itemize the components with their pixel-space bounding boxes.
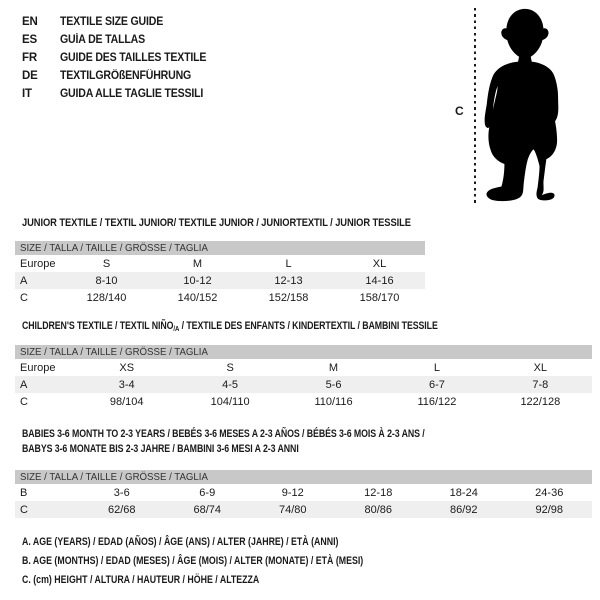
- height-cell: 158/170: [359, 291, 400, 304]
- legend-line-a: A. AGE (YEARS) / EDAD (AÑOS) / ÂGE (ANS) / ALTER (JAHRE) / ETÀ (ANNI): [22, 536, 339, 548]
- size-cell: L: [285, 257, 292, 270]
- language-row-de: [22, 67, 219, 85]
- row-label: C: [20, 503, 28, 516]
- age-cell: 3-6: [113, 486, 130, 499]
- height-cell: 80/86: [364, 503, 393, 516]
- legend-line-c: C. (cm) HEIGHT / ALTURA / HAUTEUR / HÖHE / ALTEZZA: [22, 574, 260, 586]
- row-label: B: [20, 486, 28, 499]
- age-cell: 8-10: [95, 274, 118, 287]
- table-row-age: [15, 272, 425, 289]
- age-cell: 3-4: [118, 378, 135, 391]
- table-row-height: [15, 393, 592, 410]
- language-row-fr: [22, 49, 219, 67]
- age-cell: 5-6: [325, 378, 342, 391]
- babies-title-line1: BABIES 3-6 MONTH TO 2-3 YEARS / BEBÉS 3-6 MESES A 2-3 AÑOS / BÉBÉS 3-6 MOIS À 2-3 ANS /: [22, 428, 425, 440]
- language-title-list: [22, 13, 219, 103]
- height-cell: 152/158: [268, 291, 309, 304]
- age-cell: 4-5: [222, 378, 239, 391]
- language-row-es: [22, 31, 219, 49]
- junior-table-title-text: JUNIOR TEXTILE / TEXTIL JUNIOR/ TEXTILE JUNIOR / JUNIORTEXTIL / JUNIOR TESSILE: [22, 217, 411, 229]
- size-cell: L: [433, 361, 440, 374]
- height-cell: 122/128: [520, 395, 561, 408]
- age-cell: 6-9: [199, 486, 216, 499]
- age-cell: 10-12: [183, 274, 212, 287]
- children-table-title-text: [22, 320, 438, 333]
- size-header-text: SIZE / TALLA / TAILLE / GRÖSSE / TAGLIA: [20, 242, 208, 254]
- language-code: DE: [22, 70, 38, 82]
- height-cell: 128/140: [86, 291, 127, 304]
- row-label: A: [20, 274, 28, 287]
- age-cell: 12-18: [364, 486, 393, 499]
- table-row-europe: [15, 255, 425, 272]
- title-subscript: /A: [173, 324, 180, 333]
- guide-title-es: GUÍA DE TALLAS: [60, 34, 145, 46]
- age-cell: 24-36: [535, 486, 564, 499]
- junior-size-table: [15, 241, 425, 306]
- age-cell: 14-16: [365, 274, 394, 287]
- age-cell: 6-7: [428, 378, 445, 391]
- row-label: A: [20, 378, 28, 391]
- height-cell: 116/122: [417, 395, 457, 408]
- table-row-age: [15, 376, 592, 393]
- height-cell: 74/80: [278, 503, 307, 516]
- legend-line-b: B. AGE (MONTHS) / EDAD (MESES) / ÂGE (MOIS) / ALTER (MONATE) / ETÀ (MESI): [22, 555, 364, 567]
- size-cell: S: [226, 361, 234, 374]
- height-cell: 110/116: [314, 395, 353, 408]
- height-cell: 98/104: [109, 395, 144, 408]
- junior-table-title: [22, 217, 480, 229]
- language-row-en: [22, 13, 219, 31]
- table-row-europe: [15, 359, 592, 376]
- babies-size-table: [15, 470, 592, 518]
- size-cell: S: [102, 257, 111, 270]
- size-header-bar: [15, 345, 592, 359]
- height-cell: 140/152: [177, 291, 218, 304]
- age-cell: 12-13: [274, 274, 303, 287]
- guide-title-de: TEXTILGRÖßENFÜHRUNG: [60, 70, 192, 82]
- size-header-text: SIZE / TALLA / TAILLE / GRÖSSE / TAGLIA: [20, 346, 208, 358]
- row-label: C: [20, 291, 28, 304]
- language-code: IT: [22, 88, 32, 100]
- size-header-text: SIZE / TALLA / TAILLE / GRÖSSE / TAGLIA: [20, 471, 208, 483]
- title-part2: / TEXTILE DES ENFANTS / KINDERTEXTIL / BAMBINI TESSILE: [179, 320, 438, 332]
- guide-title-en: TEXTILE SIZE GUIDE: [60, 16, 164, 28]
- row-label: Europe: [20, 361, 56, 374]
- size-cell: XL: [372, 257, 387, 270]
- size-cell: M: [192, 257, 203, 270]
- size-cell: XL: [533, 361, 548, 374]
- guide-title-fr: GUIDE DES TAILLES TEXTILE: [60, 52, 207, 64]
- height-measure-dotted-line: [474, 8, 476, 206]
- language-code: FR: [22, 52, 37, 64]
- measure-legend: [22, 533, 449, 590]
- size-header-bar: [15, 470, 592, 484]
- language-code: EN: [22, 16, 38, 28]
- height-cell: 62/68: [107, 503, 136, 516]
- language-row-it: [22, 85, 219, 103]
- table-row-age-months: [15, 484, 592, 501]
- title-part1: CHILDREN'S TEXTILE / TEXTIL NIÑO: [22, 320, 174, 332]
- language-code: ES: [22, 34, 37, 46]
- height-cell: 68/74: [193, 503, 222, 516]
- children-size-table: [15, 345, 592, 410]
- table-row-height: [15, 501, 592, 518]
- row-label: C: [20, 395, 28, 408]
- size-cell: XS: [119, 361, 135, 374]
- baby-silhouette-icon: [481, 6, 561, 206]
- babies-title-line2: BABYS 3-6 MONATE BIS 2-3 JAHRE / BAMBINI 3-6 MESI A 2-3 ANNI: [22, 443, 299, 455]
- height-cell: 86/92: [449, 503, 478, 516]
- height-cell: 92/98: [535, 503, 564, 516]
- height-cell: 104/110: [210, 395, 250, 408]
- babies-table-title: [22, 427, 525, 457]
- children-table-title: [22, 320, 542, 333]
- table-row-height: [15, 289, 425, 306]
- age-cell: 9-12: [281, 486, 304, 499]
- size-header-bar: [15, 241, 425, 255]
- guide-title-it: GUIDA ALLE TAGLIE TESSILI: [60, 88, 204, 100]
- height-measure-label: C: [455, 104, 464, 118]
- age-cell: 7-8: [532, 378, 549, 391]
- age-cell: 18-24: [449, 486, 478, 499]
- size-cell: M: [328, 361, 339, 374]
- row-label: Europe: [20, 257, 56, 270]
